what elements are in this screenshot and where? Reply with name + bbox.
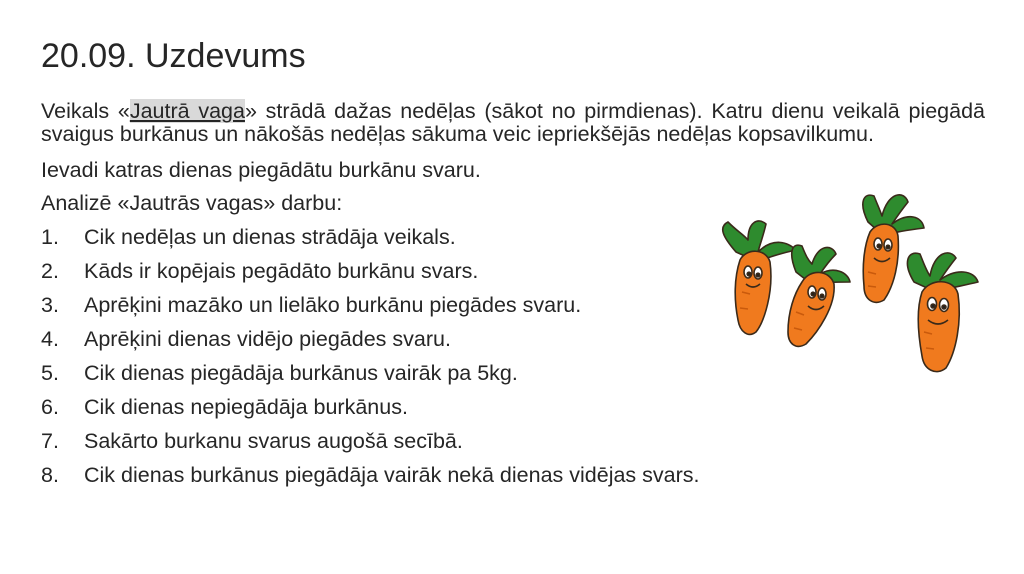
store-name: Jautrā vaga xyxy=(129,99,245,123)
instruction-text: Ievadi katras dienas piegādātu burkānu svaru. xyxy=(41,158,481,182)
list-item-text: Cik dienas piegādāja burkānus vairāk pa 5kg. xyxy=(84,361,518,385)
carrot-left-icon xyxy=(723,221,796,334)
cartoon-carrots-icon xyxy=(718,182,990,382)
list-item-text: Cik dienas burkānus piegādāja vairāk nekā dienas vidējas svars. xyxy=(84,463,700,487)
list-item-text: Cik nedēļas un dienas strādāja veikals. xyxy=(84,225,456,249)
carrot-middle-left-icon xyxy=(788,245,850,346)
analysis-heading: Analizē «Jautrās vagas» darbu: xyxy=(41,191,343,215)
list-item xyxy=(41,424,985,458)
list-item xyxy=(41,458,985,492)
list-item-text: Aprēķini mazāko un lielāko burkānu piegādes svaru. xyxy=(84,293,582,317)
list-item-number: 5. xyxy=(41,361,59,385)
list-item-number: 6. xyxy=(41,395,59,419)
list-item-text: Kāds ir kopējais pegādāto burkānu svars. xyxy=(84,259,479,283)
carrot-right-icon xyxy=(907,253,978,372)
list-item-number: 2. xyxy=(41,259,59,283)
list-item-text: Aprēķini dienas vidējo piegādes svaru. xyxy=(84,327,451,351)
list-item-number: 1. xyxy=(41,225,59,249)
list-item-text: Sakārto burkanu svarus augošā secībā. xyxy=(84,429,463,453)
list-item-text: Cik dienas nepiegādāja burkānus. xyxy=(84,395,408,419)
intro-prefix: Veikals « xyxy=(41,99,130,123)
list-item xyxy=(41,390,985,424)
slide-title: 20.09. Uzdevums xyxy=(41,37,306,75)
list-item-number: 4. xyxy=(41,327,59,351)
intro-paragraph xyxy=(41,100,985,146)
intro-suffix: » strādā dažas nedēļas (sākot no pirmdienas). Katru dienu veikalā piegādā svaigus burkānus un nākošās nedēļas sākuma veic iepriekšējās nedēļas kopsavilkumu. xyxy=(41,99,985,146)
list-item-number: 7. xyxy=(41,429,59,453)
carrot-back-icon xyxy=(863,195,924,302)
list-item-number: 8. xyxy=(41,463,59,487)
list-item-number: 3. xyxy=(41,293,59,317)
